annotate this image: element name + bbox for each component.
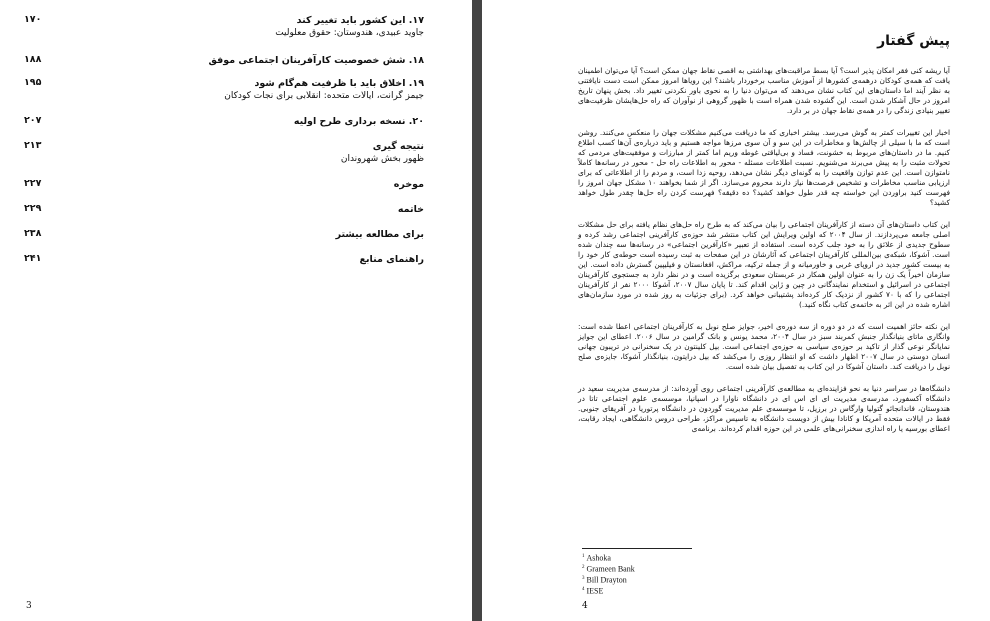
toc-entry-page: ۱۹۵ (24, 77, 42, 88)
toc-entry-page: ۲۲۷ (24, 178, 42, 189)
paragraph: این نکته حائز اهمیت است که در دو دوره از سه دوره‌ی اخیر، جوایز صلح نوبل به کارآفرینان اجتماعی اعطا شده است: وانگاری ماتای بنیانگذار جنبش کمربند سبز در سال ۲۰۰۴، محمد یونس و بانک گرامین در سال ۲۰۰۶. اعطای این جوایز نمایانگر نوعی گذار از تاکید بر حوزه‌ی سیاسی به حوزه‌ی اجتماعی است. بیل کلینتون در یک سخنرانی در تریبون جهانی انسان دوستی در سال ۲۰۰۷ اظهار داشت که او انتظار روزی را می‌کشد که بیل درایتون، بنیانگذار آشوکا، جایزه‌ی صلح نوبل را دریافت کند. داستان آشوکا در این کتاب به تفصیل بیان شده است. (578, 322, 950, 371)
toc-entry (24, 178, 424, 191)
table-of-contents (24, 14, 424, 276)
footnote-text: Bill Drayton (586, 575, 627, 585)
toc-entry-page: ۲۲۹ (24, 203, 42, 214)
toc-entry (24, 140, 424, 166)
footnote-divider (582, 548, 692, 549)
chapter-body (578, 66, 950, 446)
toc-entry-page: ۲۱۳ (24, 140, 42, 151)
toc-entry-page: ۲۰۷ (24, 115, 42, 126)
footnote-mark: 2 (582, 565, 585, 571)
toc-entry (24, 14, 424, 40)
toc-entry-page: ۱۸۸ (24, 54, 42, 65)
footnote-text: Ashoka (586, 553, 611, 563)
toc-entry-title: برای مطالعه بیشتر (335, 229, 424, 240)
toc-entry-title: ۱۹. اخلاق باید با ظرفیت هم‌گام شود (254, 78, 424, 89)
paragraph: اخبار این تغییرات کمتر به گوش می‌رسد. بیشتر اخباری که ما دریافت می‌کنیم مشکلات جهان را منعکس می‌کنند. روشن است که ما با سیلی از چالش‌ها و مخاطرات در این سو و آن سوی مرزها مواجه هستیم و باید درباره‌ی آن‌ها کسب اطلاع کنیم. ما در داستان‌های مربوط به خشونت، فساد و بی‌لیاقتی غوطه وریم اما کمتر از مبارزات و موفقیت‌های مردمی که تحولات مثبت را به پیش می‌برند می‌شنویم. نسبت اطلاعات مسئله - محور به اطلاعات راه حل - محور در رسانه‌ها کاملاً نامتوازن است. این عدم توازن واقعیت را به گونه‌ای دیگر نشان می‌دهد، روحیه زدا است، و مردم را از اطلاعاتی که برای ارزیابی مناسب مخاطرات و تشخیص فرصت‌ها نیاز دارند محروم می‌سازد. اگر از شما بخواهند ۱۰ مشکل جهان امروز را فهرست کنید براوردن این خواسته چه قدر طول خواهد کشید؟ ده دقیقه؟ فهرست کردن راه حل‌ها چقدر طول خواهد کشید؟ (578, 128, 950, 207)
page-number: 4 (582, 601, 588, 611)
footnote-text: Grameen Bank (586, 564, 635, 574)
paragraph: این کتاب داستان‌های آن دسته از کارآفرینان اجتماعی را بیان می‌کند که به طرح راه حل‌های نظام یافته برای حل مشکلات اصلی جامعه می‌پردازند. از سال ۲۰۰۴ که اولین ویرایش این کتاب منتشر شد حوزه‌ی کارآفرینی اجتماعی رشد کرده و سطوح جدیدی از علائق را به خود جلب کرده است. استفاده از تعبیر «کارآفرین اجتماعی» در رسانه‌ها سه چندان شده است. آشوکا، شبکه‌ی بین‌المللی کارآفرینان اجتماعی که آثارشان در این صفحات به ثبت رسیده است حوطه‌ی کار خود را به بیست کشور جدید در اروپای غربی و خاورمیانه و از جمله ترکیه، مراکش، افغانستان و فیلیپین گسترش داده است. این سازمان اخیراً یک زن را به عنوان اولین همکار در عربستان سعودی برگزیده است و در نظر دارد به جستجوی کارآفرینان اجتماعی در اسرائیل و استخدام نمایندگانی در چین و ژاپن اقدام کند. تا پایان سال ۲۰۰۷، آشوکا ۲۰۰۰ نفر از کارآفرینان اجتماعی را که با ۷۰ کشور از نزدیک کار کرده‌اند پشتیبانی خواهد کرد. (برای جزئیات به روز شده در مورد سازمان‌های اشاره شده در این اثر به خاتمه‌ی کتاب نگاه کنید.) (578, 220, 950, 309)
footnote-mark: 1 (582, 554, 585, 559)
toc-entry (24, 115, 424, 128)
toc-entry-subtitle: جیمز گرانت، ایالات متحده: انقلابی برای نجات کودکان (224, 91, 424, 101)
footnote-mark: 4 (582, 587, 585, 593)
toc-entry-title: ۲۰. نسخه برداری طرح اولیه (293, 116, 424, 127)
toc-entry (24, 77, 424, 103)
toc-entry-page: ۱۷۰ (24, 14, 42, 25)
toc-entry-subtitle: جاوید عبیدی، هندوستان: حقوق معلولیت (275, 28, 424, 38)
footnote (582, 552, 635, 563)
toc-entry-title: راهنمای منابع (359, 254, 424, 265)
toc-entry-title: ۱۸. شش خصوصیت کارآفرینان اجتماعی موفق (208, 55, 424, 66)
page-gutter (472, 0, 482, 621)
toc-entry-title: موخره (393, 179, 424, 190)
footnotes (582, 552, 635, 597)
paragraph: آیا ریشه کنی فقر امکان پذیر است؟ آیا بسط مراقبت‌های بهداشتی به اقصی نقاط جهان ممکن است؟ آیا می‌توان اطمینان یافت که همه‌ی کودکان درهمه‌ی کشورها از آموزش مناسب برخوردار باشند؟ این رویاها امروز ممکن است دست نایافتنی به نظر آیند اما داستان‌های این کتاب نشان می‌دهند که می‌توان دنیا را به نحوی باور نکردنی تغییر داد. بخش پنهان تاریخ امروز در حال آشکار شدن است. این گشوده شدن همراه است با ظهور گروهی از نوآوران که راه حل‌هایشان ظرفیت‌های تغییر بنیادی زندگی را در همه‌ی نقاط جهان در بر دارد. (578, 66, 950, 115)
toc-entry-page: ۲۴۱ (24, 253, 42, 264)
toc-entry-title: ۱۷. این کشور باید تغییر کند (296, 15, 424, 26)
footnote (582, 563, 635, 574)
toc-entry-title: نتیجه گیری (372, 141, 424, 152)
toc-entry (24, 228, 424, 241)
toc-entry-title: خاتمه (397, 204, 424, 215)
chapter-title: پیش گفتار (877, 33, 950, 49)
footnote (582, 574, 635, 585)
toc-entry (24, 203, 424, 216)
footnote-text: IESE (586, 587, 604, 597)
footnote (582, 585, 635, 596)
toc-entry (24, 253, 424, 266)
left-page (0, 0, 472, 621)
page-number: 3 (26, 601, 32, 611)
paragraph: دانشگاه‌ها در سراسر دنیا به نحو فزاینده‌ای به مطالعه‌ی کارآفرینی اجتماعی روی آورده‌اند: از مدرسه‌ی مدیریت سعید در دانشگاه آکسفورد، مدرسه‌ی مدیریت ای ای اس ای در دانشگاه ناوارا در اسپانیا، موسسه‌ی علوم اجتماعی تاتا در هندوستان، فاندانجائو گتولیا وارگاس در برزیل، تا موسسه‌ی علم مدیریت گوردون در دانشگاه پرتوریا در آفریقای جنوبی. فقط در ایالات متحده آمریکا و کانادا بیش از دویست دانشگاه به تاسیس مراکز، طراحی دروس دانشگاهی، ایجاد رقابت، اعطای بورسیه یا راه اندازی سخنرانی‌های علمی در این حوزه اقدام کرده‌اند. برنامه‌ی (578, 384, 950, 433)
toc-entry (24, 54, 424, 67)
right-page (482, 0, 990, 621)
footnote-mark: 3 (582, 576, 585, 582)
toc-entry-subtitle: ظهور بخش شهروندان (340, 154, 424, 164)
toc-entry-page: ۲۳۸ (24, 228, 42, 239)
